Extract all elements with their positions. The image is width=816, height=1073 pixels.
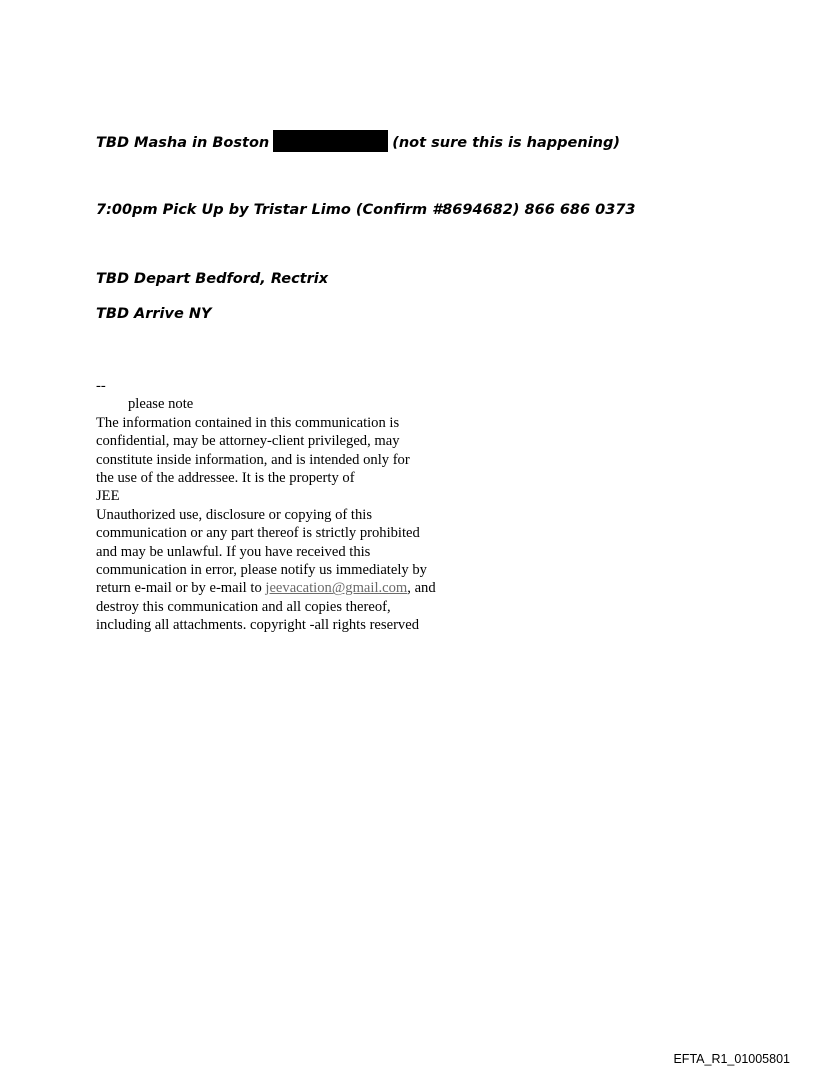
schedule-line-1-text: TBD Masha in Boston xyxy=(96,135,270,151)
schedule-line-1-note: (not sure this is happening) xyxy=(392,135,620,151)
footer-line: destroy this communication and all copies thereof, xyxy=(96,598,391,615)
footer-line: communication or any part thereof is strictly prohibited xyxy=(96,525,420,542)
schedule-line-depart: TBD Depart Bedford, Rectrix xyxy=(96,271,329,287)
footer-line: constitute inside information, and is intended only for xyxy=(96,451,410,468)
footer-line: including all attachments. copyright -all rights reserved xyxy=(96,617,419,634)
footer-email-prefix: return e-mail or by e-mail to xyxy=(96,580,266,597)
footer-line: the use of the addressee. It is the property of xyxy=(96,470,355,487)
schedule-line-masha-boston xyxy=(96,130,620,153)
redaction-box xyxy=(273,130,388,152)
footer-separator: -- xyxy=(96,378,106,394)
footer-line: and may be unlawful. If you have received this xyxy=(96,543,371,560)
footer-email-line xyxy=(96,579,476,597)
footer-please-note: please note xyxy=(128,396,194,413)
footer-line: The information contained in this communication is xyxy=(96,414,400,431)
footer-line: Unauthorized use, disclosure or copying of this xyxy=(96,506,373,523)
footer-line: communication in error, please notify us immediately by xyxy=(96,562,427,579)
email-link[interactable]: jeevacation@gmail.com xyxy=(265,580,408,597)
confidentiality-footer xyxy=(96,377,476,635)
footer-line: JEE xyxy=(96,488,120,505)
footer-email-suffix: , and xyxy=(407,580,436,597)
footer-line: confidential, may be attorney-client privileged, may xyxy=(96,433,400,450)
schedule-line-pickup: 7:00pm Pick Up by Tristar Limo (Confirm #8694682) 866 686 0373 xyxy=(96,202,636,218)
document-id: EFTA_R1_01005801 xyxy=(673,1052,790,1066)
schedule-line-arrive: TBD Arrive NY xyxy=(96,306,212,322)
